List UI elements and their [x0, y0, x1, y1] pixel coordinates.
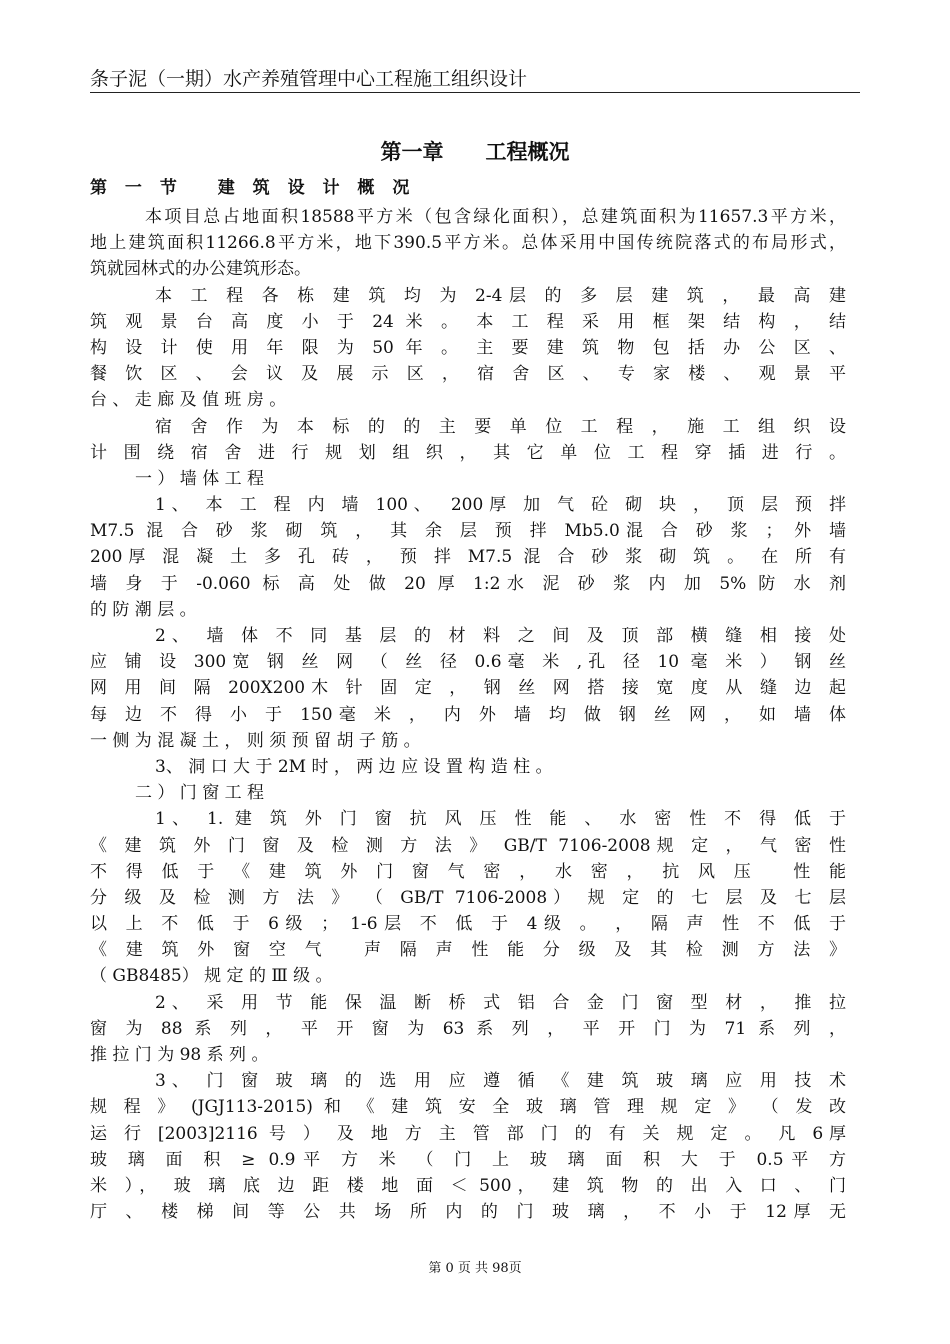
text-line: 构 设 计 使 用 年 限 为 50 年 。 主 要 建 筑 物 包 括 办 公 区 、 [90, 337, 846, 358]
subsection-heading: 一 ） 墙 体 工 程 [135, 468, 265, 489]
text-line: 的 防 潮 层 。 [90, 599, 197, 620]
text-line: 台 、 走 廊 及 值 班 房 。 [90, 390, 287, 411]
text-line: 筑就园林式的办公建筑形态。 [90, 259, 311, 280]
text-line: 推 拉 门 为 98 系 列 。 [90, 1045, 269, 1065]
text-line: 2、 墙 体 不 同 基 层 的 材 料 之 间 及 顶 部 横 缝 相 接 处 [155, 626, 846, 646]
text-line: 网 用 间 隔 200X200木 针 固 定 ， 钢 丝 网 搭 接 宽 度 从 缝 边 起 [90, 678, 846, 699]
text-line: 窗 为 88 系 列 ， 平 开 窗 为 63 系 列 ， 平 开 门 为 71 系 列 ， [90, 1018, 846, 1039]
text-line: 筑 观 景 台 高 度 小 于 24 米 。 本 工 程 采 用 框 架 结 构 ， 结 [90, 311, 846, 332]
text-line: 规 程 》 (JGJ113-2015) 和 《 建 筑 安 全 玻 璃 管 理 规 定 》 （ 发 改 [90, 1097, 846, 1118]
text-line: 宿 舍 作 为 本 标 的 的 主 要 单 位 工 程 ， 施 工 组 织 设 [155, 416, 846, 437]
text-line: （ GB8485） 规 定 的 Ⅲ 级 。 [90, 966, 333, 987]
text-line: 《 建 筑 外 门 窗 及 检 测 方 法 》 GB/T 7106-2008规 定 ， 气 密 性 [90, 835, 846, 856]
page-header: 条子泥（一期）水产养殖管理中心工程施工组织设计 [90, 66, 860, 93]
text-line: 1、 1. 建 筑 外 门 窗 抗 风 压 性 能 、 水 密 性 不 得 低 于 [155, 809, 846, 830]
body-text [90, 204, 846, 1225]
text-line: 地上建筑面积11266.8平方米，地下390.5平方米。总体采用中国传统院落式的布局形式， [90, 233, 846, 254]
text-line: 厅 、 楼 梯 间 等 公 共 场 所 内 的 门 玻 璃 ， 不 小 于 12厚 无 [90, 1202, 846, 1223]
subsection-heading: 二 ） 门 窗 工 程 [135, 783, 265, 804]
text-line: 以 上 不 低 于 6级 ； 1-6层 不 低 于 4级 。 ， 隔 声 性 不 低 于 [90, 914, 846, 935]
text-line: 3、 门 窗 玻 璃 的 选 用 应 遵 循 《 建 筑 玻 璃 应 用 技 术 [155, 1071, 846, 1092]
text-line: M7.5 混 合 砂 浆 砌 筑 ， 其 余 层 预 拌 Mb5.0混 合 砂 浆 ； 外 墙 [90, 521, 846, 542]
text-line: 一 侧 为 混 凝 土 ， 则 须 预 留 胡 子 筋 。 [90, 730, 421, 751]
text-line: 每 边 不 得 小 于 150毫 米 ， 内 外 墙 均 做 钢 丝 网 ， 如 墙 体 [90, 704, 846, 725]
text-line: 玻 璃 面 积 ≥ 0.9平 方 米 （ 门 上 玻 璃 面 积 大 于 0.5平 方 [90, 1149, 846, 1170]
text-line: 3、 洞 口 大 于 2M 时 ， 两 边 应 设 置 构 造 柱 。 [155, 756, 553, 777]
text-line: 分 级 及 检 测 方 法 》 （ GB/T 7106-2008） 规 定 的 七 层 及 七 层 [90, 887, 846, 908]
section-title: 第 一 节 建 筑 设 计 概 况 [90, 178, 416, 198]
text-line: 本 工 程 各 栋 建 筑 均 为 2-4层 的 多 层 建 筑 ， 最 高 建 [155, 285, 846, 306]
text-line: 本项目总占地面积18588平方米（包含绿化面积），总建筑面积为11657.3平方米， [145, 207, 846, 227]
text-line: 计 围 绕 宿 舍 进 行 规 划 组 织 ， 其 它 单 位 工 程 穿 插 进 行 。 [90, 442, 846, 463]
text-line: 不 得 低 于 《 建 筑 外 门 窗 气 密 ， 水 密 ， 抗 风 压 性 能 [90, 861, 846, 882]
text-line: 墙 身 于 -0.060 标 高 处 做 20 厚 1:2水 泥 砂 浆 内 加 5% 防 水 剂 [90, 573, 846, 594]
text-line: 2、 采 用 节 能 保 温 断 桥 式 铝 合 金 门 窗 型 材 ， 推 拉 [155, 992, 846, 1013]
text-line: 200厚 混 凝 土 多 孔 砖 ， 预 拌 M7.5 混 合 砂 浆 砌 筑 。 在 所 有 [90, 547, 846, 568]
text-line: 《 建 筑 外 窗 空 气 声 隔 声 性 能 分 级 及 其 检 测 方 法 》 [90, 940, 846, 961]
text-line: 米 ）， 玻 璃 底 边 距 楼 地 面 ＜ 500， 建 筑 物 的 出 入 口 、 门 [90, 1175, 846, 1196]
chapter-title: 第一章 工程概况 [380, 140, 570, 164]
text-line: 1、 本 工 程 内 墙 100、 200厚 加 气 砼 砌 块 ， 顶 层 预 拌 [155, 495, 846, 516]
text-line: 餐 饮 区 、 会 议 及 展 示 区 ， 宿 舍 区 、 专 家 楼 、 观 景 平 [90, 364, 846, 385]
text-line: 应 铺 设 300宽 钢 丝 网 （ 丝 径 0.6毫 米 ,孔 径 10 毫 米 ） 钢 丝 [90, 652, 846, 673]
page-footer: 第 0 页 共 98页 [428, 1261, 522, 1276]
text-line: 运 行 [2003]2116 号 ） 及 地 方 主 管 部 门 的 有 关 规 定 。 凡 6厚 [90, 1123, 846, 1144]
